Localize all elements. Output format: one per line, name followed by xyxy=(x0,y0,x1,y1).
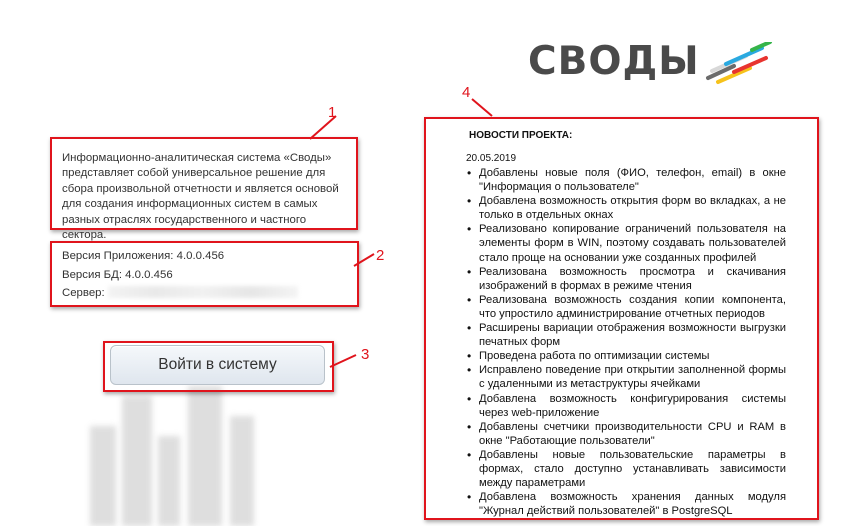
logo-wordmark: СВОДЫ xyxy=(528,39,700,84)
annotation-label-1: 1 xyxy=(328,104,337,121)
news-item: • Реализовано копирование ограничений пользователя на элементы форм в WIN, поэтому создавать пользователей стало проще на основании уже созданных профилей xyxy=(466,222,786,264)
annotation-pointer-3 xyxy=(326,352,362,372)
news-list xyxy=(466,166,786,518)
db-version: Версия БД: 4.0.0.456 xyxy=(62,269,173,281)
news-item: • Добавлены новые пользовательские параметры в формах, стало доступно устанавливать зависимости между параметрами xyxy=(466,448,786,490)
login-button[interactable]: Войти в систему xyxy=(110,345,325,385)
news-item: • Добавлена возможность хранения данных модуля "Журнал действий пользователей" в PostgreSQL xyxy=(466,490,786,518)
annotation-label-2: 2 xyxy=(376,247,385,264)
news-item: • Добавлена возможность открытия форм во вкладках, а не только в отдельных окнах xyxy=(466,194,786,222)
server-value-redacted xyxy=(108,286,298,298)
news-item: • Добавлена возможность конфигурирования системы через web-приложение xyxy=(466,392,786,420)
news-item: • Добавлены счетчики производительности CPU и RAM в окне "Работающие пользователи" xyxy=(466,420,786,448)
decorative-background-bars xyxy=(80,380,270,526)
news-item: • Добавлены новые поля (ФИО, телефон, email) в окне "Информация о пользователе" xyxy=(466,166,786,194)
annotation-pointer-4 xyxy=(468,96,498,120)
server-label: Сервер: xyxy=(62,287,105,299)
annotation-label-3: 3 xyxy=(361,346,370,363)
news-item: • Реализована возможность просмотра и скачивания изображений в формах в режиме чтения xyxy=(466,265,786,293)
news-item: • Проведена работа по оптимизации системы xyxy=(466,349,786,363)
news-item: • Реализована возможность создания копии компонента, что упростило администрирование отчетных периодов xyxy=(466,293,786,321)
annotation-label-4: 4 xyxy=(462,84,471,101)
news-item: • Расширены вариации отображения возможности выгрузки печатных форм xyxy=(466,321,786,349)
news-item: • Исправлено поведение при открытии заполненной формы с удаленными из метаструктуры ячейками xyxy=(466,363,786,391)
swoosh-stripes-icon xyxy=(704,42,776,86)
about-description: Информационно-аналитическая система «Своды» представляет собой универсальное решение для сбора произвольной отчетности и является основой для создания информационных систем в самых разных отраслях государственного и частного сектора. xyxy=(62,152,339,242)
news-heading: НОВОСТИ ПРОЕКТА: xyxy=(469,130,573,141)
news-date: 20.05.2019 xyxy=(466,153,517,164)
app-version: Версия Приложения: 4.0.0.456 xyxy=(62,250,225,262)
